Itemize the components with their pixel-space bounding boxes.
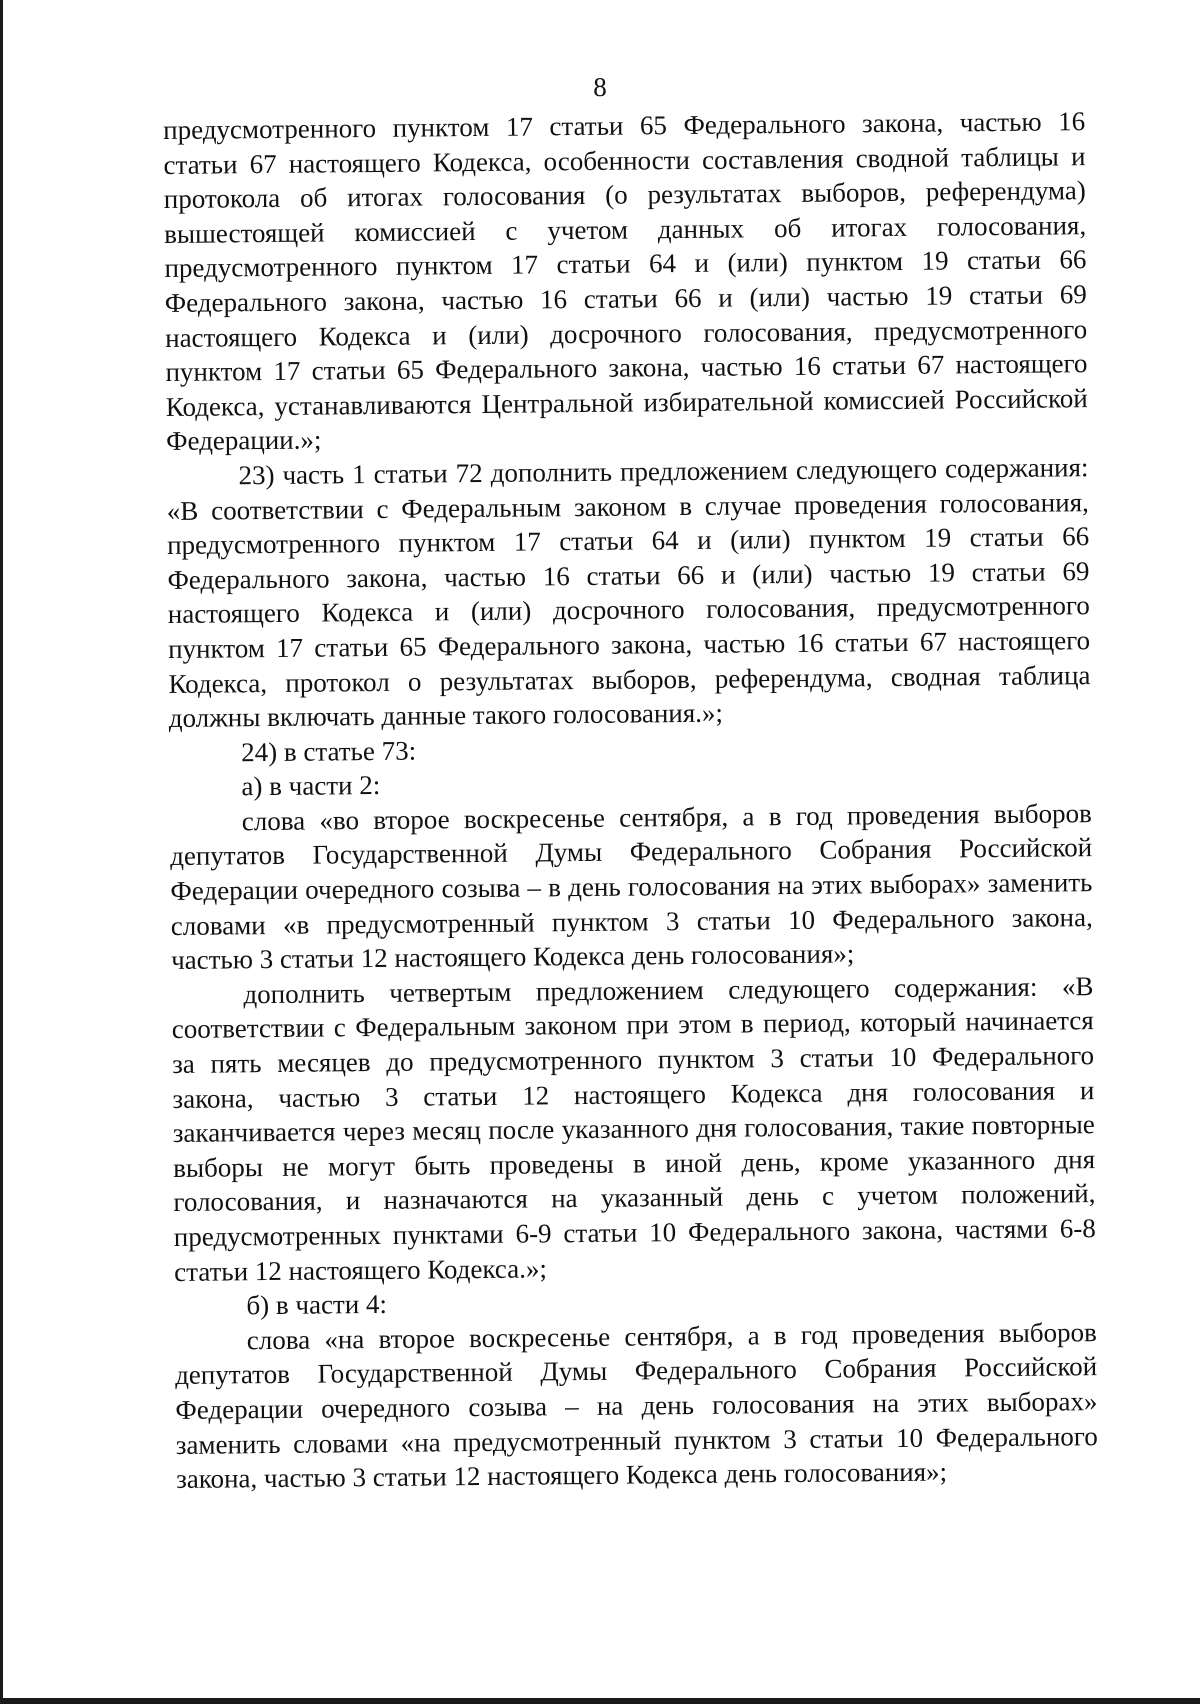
paragraph-subitem-b: б) в части 4: (246, 1289, 388, 1321)
paragraph-replace-words-part-4: слова «на второе воскресенье сентября, а в год проведения выборов депутатов Государственной Думы Федерального Собрания Российской Федерации очередного созыва – на день голосования на этих выборах» заменить словами «на предусмотренный пунктом 3 статьи 10 Федерального закона, частью 3 статьи 12 настоящего Кодекса день голосования»; (174, 1316, 1098, 1495)
page-number: 8 (593, 72, 607, 102)
paragraph-add-fourth-sentence: дополнить четвертым предложением следующего содержания: «В соответствии с Федеральным законом при этом в период, который начинается за пять месяцев до предусмотренного пунктом 3 статьи 10 Федерального закона, частью 3 статьи 12 настоящего Кодекса дня голосования и заканчивается через месяц после указанного дня голосования, такие повторные выборы не могут быть проведены в иной день, кроме указанного дня голосования, и назначаются на указанный день с учетом положений, предусмотренных пунктами 6-9 статьи 10 Федерального закона, частями 6-8 статьи 12 настоящего Кодекса.»; (171, 970, 1096, 1287)
paragraph-continuation: предусмотренного пунктом 17 статьи 65 Федерального закона, частью 16 статьи 67 настоящего Кодекса, особенности составления сводной таблицы и протокола об итогах голосования (о результатах выборов, референдума) вышестоящей комиссией с учетом данных об итогах голосования, предусмотренного пунктом 17 статьи 64 и (или) пунктом 19 статьи 66 Федерального закона, частью 16 статьи 66 и (или) частью 19 статьи 69 настоящего Кодекса и (или) досрочного голосования, предусмотренного пунктом 17 статьи 65 Федерального закона, частью 16 статьи 67 настоящего Кодекса, устанавливаются Центральной избирательной комиссией Российской Федерации.»; (163, 106, 1088, 457)
paragraph-subitem-a: а) в части 2: (241, 770, 381, 802)
paragraph-item-24: 24) в статье 73: (240, 735, 417, 767)
paragraph-replace-words-part-2: слова «во второе воскресенье сентября, а в год проведения выборов депутатов Государственной Думы Федерального Собрания Российской Федерации очередного созыва – в день голосования на этих выборах» заменить словами «в предусмотренный пунктом 3 статьи 10 Федерального закона, частью 3 статьи 12 настоящего Кодекса день голосования»; (169, 797, 1093, 976)
paragraph-item-23: 23) часть 1 статьи 72 дополнить предложением следующего содержания: «В соответствии с Федеральным законом в случае проведения голосования, предусмотренного пунктом 17 статьи 64 и (или) пунктом 19 статьи 66 Федерального закона, частью 16 статьи 66 и (или) частью 19 статьи 69 настоящего Кодекса и (или) досрочного голосования, предусмотренного пунктом 17 статьи 65 Федерального закона, частью 16 статьи 67 настоящего Кодекса, протокол о результатах выборов, референдума, сводная таблица должны включать данные такого голосования.»; (166, 452, 1091, 734)
document-body (163, 104, 1098, 1497)
scan-bottom-edge (0, 1698, 1200, 1704)
scan-left-edge (0, 0, 3, 1704)
